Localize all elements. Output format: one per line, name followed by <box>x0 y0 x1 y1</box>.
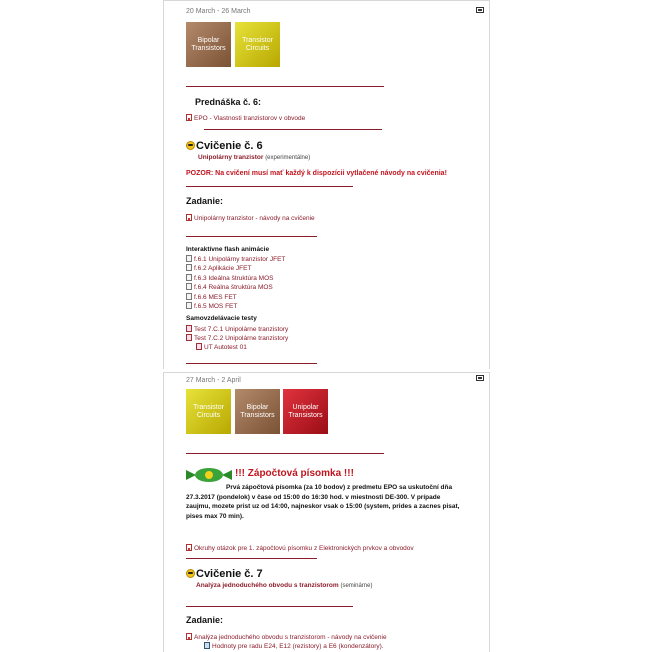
tile-transistor-circuits[interactable]: Transistor Circuits <box>186 389 231 434</box>
file-icon <box>186 302 192 309</box>
values-link[interactable]: Hodnoty pre radu E24, E12 (rezistory) a E6 (kondenzátory). <box>204 642 384 650</box>
flash-item[interactable]: f.6.5 MOS FET <box>186 302 285 311</box>
tests-heading: Samovzdelávacie testy <box>186 315 257 322</box>
exercise-heading: Cvičenie č. 6 <box>186 140 263 152</box>
divider <box>186 558 317 559</box>
pdf-icon <box>186 633 192 640</box>
test-link[interactable]: Test 7.C.1 Unipolárne tranzistory <box>186 325 288 333</box>
file-icon <box>186 283 192 290</box>
assignment-heading: Zadanie: <box>186 196 224 206</box>
tile-transistor-circuits[interactable]: Transistor Circuits <box>235 22 280 67</box>
exercise-heading: Cvičenie č. 7 <box>186 568 263 580</box>
divider <box>186 363 317 364</box>
tile-unipolar-transistors[interactable]: Unipolar Transistors <box>283 389 328 434</box>
cool-smiley-icon <box>186 569 195 578</box>
flash-heading: Interaktívne flash animácie <box>186 246 270 253</box>
week-section-2 <box>163 372 490 652</box>
quiz-icon <box>186 334 192 341</box>
questions-link[interactable]: Okruhy otázok pre 1. zápočtovú písomku z Elektronických prvkov a obvodov <box>186 544 414 552</box>
divider <box>186 236 317 237</box>
flash-list <box>186 255 285 311</box>
lecture-link[interactable]: EPO - Vlastnosti tranzistorov v obvode <box>186 114 305 122</box>
file-icon <box>186 264 192 271</box>
exercise-topic: Unipolárny tranzistor (experimentálne) <box>198 154 311 161</box>
quiz-icon <box>196 343 202 350</box>
autotest-link[interactable]: UT Autotest 01 <box>196 343 247 351</box>
flash-item[interactable]: f.6.4 Reálna štruktúra MOS <box>186 283 285 292</box>
flash-item[interactable]: f.6.6 MES FET <box>186 293 285 302</box>
divider <box>186 86 384 87</box>
quiz-icon <box>186 325 192 332</box>
file-icon <box>186 274 192 281</box>
pdf-icon <box>186 214 192 221</box>
exercise-topic: Analýza jednoduchého obvodu s tranzistorom (seminárne) <box>196 582 373 589</box>
tile-bipolar-transistors[interactable]: Bipolar Transistors <box>186 22 231 67</box>
section-toggle-icon[interactable] <box>476 375 484 381</box>
exam-heading: !!! Zápočtová písomka !!! <box>235 468 354 479</box>
assignment-link[interactable]: Analýza jednoduchého obvodu s tranzistorom - návody na cvičenie <box>186 633 387 641</box>
divider <box>204 129 382 130</box>
divider <box>186 453 384 454</box>
divider <box>186 606 353 607</box>
file-icon <box>186 293 192 300</box>
section-toggle-icon[interactable] <box>476 7 484 13</box>
flash-item[interactable]: f.6.1 Unipolárny tranzistor JFET <box>186 255 285 264</box>
pdf-icon <box>186 544 192 551</box>
candy-banner-icon <box>186 467 232 483</box>
exam-text: Prvá zápočtová písomka (za 10 bodov) z predmetu EPO sa uskutoční dňa 27.3.2017 (pondelok) v čase od 15:00 do 16:30 hod. v miestnosti DE-300. V prípade zaujmu, mozete prist uz od 14:00, najneskor vsak o 15:00 (system, prides a zacnes pisat, pises max 70 min). <box>186 484 460 520</box>
flash-item[interactable]: f.6.3 Ideálna štruktúra MOS <box>186 274 285 283</box>
assignment-heading: Zadanie: <box>186 615 224 625</box>
lecture-heading: Prednáška č. 6: <box>195 97 262 107</box>
cool-smiley-icon <box>186 141 195 150</box>
assignment-link[interactable]: Unipolárny tranzistor - návody na cvičenie <box>186 214 315 222</box>
flash-item[interactable]: f.6.2 Aplikácie JFET <box>186 264 285 273</box>
test-link[interactable]: Test 7.C.2 Unipolárne tranzistory <box>186 334 288 342</box>
section-date: 27 March - 2 April <box>186 377 241 384</box>
week-section-1 <box>163 0 490 369</box>
warning-text: POZOR: Na cvičení musí mať každý k dispozícii vytlačené návody na cvičenia! <box>186 170 447 177</box>
file-icon <box>186 255 192 262</box>
section-date: 20 March - 26 March <box>186 8 251 15</box>
divider <box>186 186 353 187</box>
pdf-icon <box>186 114 192 121</box>
spreadsheet-icon <box>204 642 210 649</box>
tile-bipolar-transistors[interactable]: Bipolar Transistors <box>235 389 280 434</box>
